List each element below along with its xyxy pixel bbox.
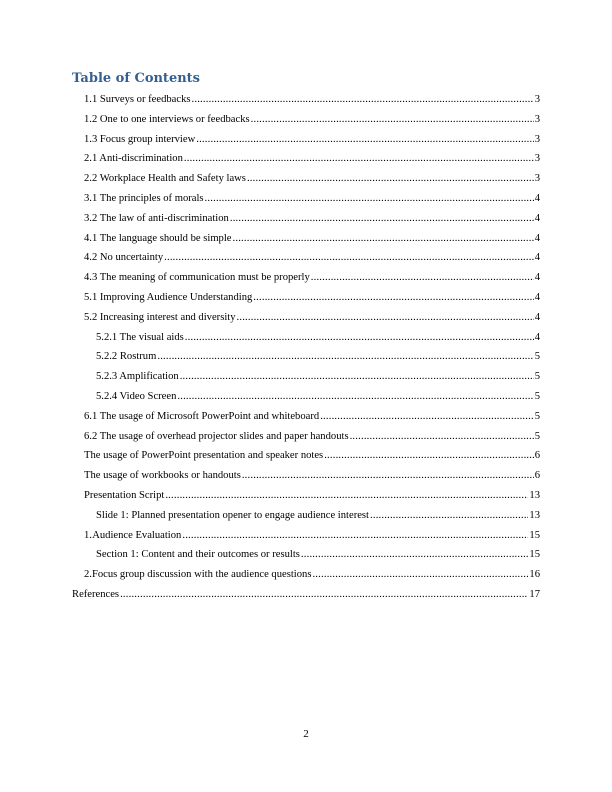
toc-entry[interactable]: [0, 545, 612, 565]
toc-entry-label: 5.2.2 Rostrum: [96, 351, 157, 363]
toc-entry[interactable]: [0, 565, 612, 585]
toc-entry-label: 5.2.1 The visual aids: [96, 331, 184, 343]
toc-entry-page: 6: [534, 450, 540, 462]
toc-entry-page: 13: [529, 489, 540, 501]
toc-dot-leader: [320, 407, 534, 427]
toc-entry-label: Slide 1: Planned presentation opener to engage audience interest: [96, 509, 369, 521]
toc-entry-label: 4.2 No uncertainty: [84, 252, 164, 264]
toc-entry-page: 4: [534, 232, 540, 244]
toc-entry-page: 4: [534, 252, 540, 264]
toc-entry-number: 1.: [84, 529, 92, 541]
toc-heading: Table of Contents: [72, 71, 200, 86]
toc-entry-label: 1.3 Focus group interview: [84, 133, 196, 145]
toc-entry-page: 4: [534, 272, 540, 284]
toc-dot-leader: [120, 585, 528, 605]
toc-entry[interactable]: [0, 149, 612, 169]
toc-entry-label: 3.1 The principles of morals: [84, 192, 204, 204]
toc-entry-label: Focus group discussion with the audience questions: [91, 569, 312, 581]
toc-dot-leader: [311, 268, 534, 288]
toc-entry-label: References: [72, 588, 120, 600]
toc-entry-label: 1.2 One to one interviews or feedbacks: [84, 113, 250, 125]
toc-dot-leader: [233, 229, 534, 249]
toc-entry[interactable]: [0, 169, 612, 189]
toc-entry-label: 4.3 The meaning of communication must be properly: [84, 272, 310, 284]
toc-entry[interactable]: [0, 328, 612, 348]
toc-dot-leader: [350, 427, 534, 447]
toc-dot-leader: [242, 466, 534, 486]
toc-dot-leader: [205, 189, 534, 209]
toc-entry-page: 5: [534, 410, 540, 422]
toc-entry[interactable]: [0, 486, 612, 506]
toc-entry-page: 3: [534, 133, 540, 145]
toc-entry-label: Audience Evaluation: [92, 529, 182, 541]
toc-entry-label: 6.1 The usage of Microsoft PowerPoint and whiteboard: [84, 410, 320, 422]
toc-entry-page: 6: [534, 470, 540, 482]
toc-entry-page: 15: [529, 549, 540, 561]
toc-entry-page: 5: [534, 351, 540, 363]
toc-entry[interactable]: [0, 209, 612, 229]
toc-entry[interactable]: [0, 367, 612, 387]
toc-dot-leader: [180, 367, 534, 387]
page-number: 2: [303, 728, 309, 740]
toc-entry[interactable]: [0, 288, 612, 308]
toc-entry[interactable]: [0, 466, 612, 486]
toc-entry-label: 5.2 Increasing interest and diversity: [84, 311, 236, 323]
toc-entry-page: 4: [534, 212, 540, 224]
toc-entry-page: 4: [534, 331, 540, 343]
toc-entry-number: 2.: [84, 569, 92, 581]
toc-entry[interactable]: [0, 90, 612, 110]
toc-entry[interactable]: [0, 347, 612, 367]
toc-entry-label: 2.2 Workplace Health and Safety laws: [84, 173, 246, 185]
toc-dot-leader: [253, 288, 533, 308]
toc-entry-label: 5.2.4 Video Screen: [96, 390, 177, 402]
toc-entry[interactable]: [0, 387, 612, 407]
toc-entry-label: The usage of PowerPoint presentation and speaker notes: [84, 450, 324, 462]
toc-dot-leader: [251, 110, 534, 130]
toc-entry-page: 4: [534, 311, 540, 323]
toc-dot-leader: [196, 130, 533, 150]
toc-dot-leader: [312, 565, 528, 585]
toc-entry[interactable]: [0, 526, 612, 546]
toc-entry-page: 15: [529, 529, 540, 541]
toc-entry[interactable]: [0, 427, 612, 447]
toc-entry[interactable]: [0, 268, 612, 288]
toc-dot-leader: [164, 248, 534, 268]
toc-entry-page: 5: [534, 430, 540, 442]
toc-entry[interactable]: [0, 308, 612, 328]
toc-entry[interactable]: [0, 110, 612, 130]
toc-entry-page: 13: [529, 509, 540, 521]
toc-entry[interactable]: [0, 189, 612, 209]
toc-entry-page: 3: [534, 153, 540, 165]
toc-dot-leader: [237, 308, 534, 328]
toc-dot-leader: [182, 526, 528, 546]
toc-dot-leader: [230, 209, 534, 229]
toc-list: [0, 90, 612, 605]
toc-entry-label: 3.2 The law of anti-discrimination: [84, 212, 229, 224]
toc-dot-leader: [324, 446, 534, 466]
toc-entry[interactable]: [0, 130, 612, 150]
toc-entry-page: 3: [534, 94, 540, 105]
toc-entry-label: Presentation Script: [84, 489, 165, 501]
toc-entry[interactable]: [0, 407, 612, 427]
toc-entry[interactable]: [0, 229, 612, 249]
toc-entry-label: 2.1 Anti-discrimination: [84, 153, 183, 165]
toc-entry-label: 6.2 The usage of overhead projector slides and paper handouts: [84, 430, 349, 442]
toc-entry-page: 5: [534, 390, 540, 402]
toc-dot-leader: [165, 486, 528, 506]
toc-dot-leader: [184, 149, 534, 169]
toc-entry-label: 4.1 The language should be simple: [84, 232, 232, 244]
toc-entry-label: Section 1: Content and their outcomes or results: [96, 549, 300, 561]
toc-entry-page: 4: [534, 291, 540, 303]
toc-entry-label: The usage of workbooks or handouts: [84, 470, 241, 482]
toc-dot-leader: [301, 545, 529, 565]
toc-dot-leader: [247, 169, 534, 189]
toc-dot-leader: [157, 347, 533, 367]
toc-dot-leader: [177, 387, 533, 407]
toc-entry-page: 5: [534, 371, 540, 383]
toc-entry[interactable]: [0, 506, 612, 526]
toc-entry-page: 16: [529, 569, 540, 581]
toc-entry[interactable]: [0, 446, 612, 466]
toc-entry-page: 17: [529, 588, 540, 600]
toc-entry[interactable]: [0, 248, 612, 268]
toc-entry-label: 1.1 Surveys or feedbacks: [84, 94, 191, 105]
toc-entry-label: 5.1 Improving Audience Understanding: [84, 291, 253, 303]
toc-dot-leader: [185, 328, 534, 348]
toc-entry[interactable]: [0, 585, 612, 605]
toc-entry-page: 3: [534, 173, 540, 185]
toc-dot-leader: [192, 90, 534, 110]
toc-entry-label: 5.2.3 Amplification: [96, 371, 179, 383]
toc-entry-page: 4: [534, 192, 540, 204]
toc-entry-page: 3: [534, 113, 540, 125]
toc-dot-leader: [370, 506, 528, 526]
